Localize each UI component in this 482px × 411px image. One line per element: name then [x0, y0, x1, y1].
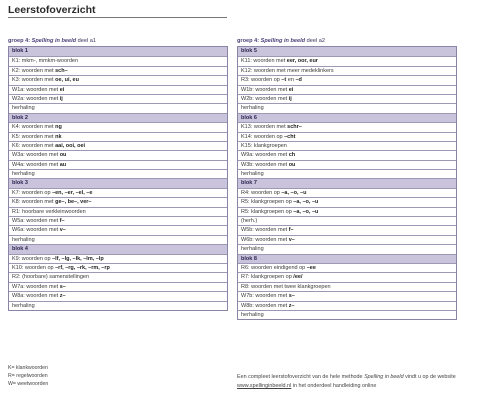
row-text: W1a: woorden met	[12, 86, 60, 93]
row-text: herhaling	[12, 302, 35, 309]
table-row	[9, 56, 227, 65]
row-text: herhaling	[12, 105, 35, 112]
row-text: W8b: woorden met	[241, 302, 289, 309]
row-text: R6: woorden eindigend op	[241, 264, 307, 271]
row-text: R7: klankgroepen op	[241, 274, 294, 281]
row-emphasis: f–	[59, 218, 65, 225]
group-label: groep 4:	[8, 38, 31, 44]
row-emphasis: au	[59, 161, 67, 168]
blok-header: blok 1	[9, 47, 227, 56]
row-text: K7: woorden op	[12, 189, 53, 196]
row-text: R5: klankgroepen op	[241, 208, 294, 215]
row-emphasis: –a, –o, –u	[293, 208, 319, 215]
table-row	[9, 225, 227, 234]
row-emphasis: /ee/	[293, 274, 303, 281]
table-row	[238, 207, 456, 216]
table-row	[9, 263, 227, 272]
row-emphasis: ou	[288, 161, 296, 168]
row-text: R4: woorden op	[241, 189, 282, 196]
row-text: K12: woorden met meer medeklinkers	[241, 67, 334, 74]
table-row	[9, 94, 227, 103]
deel-label: deel a1	[77, 38, 97, 44]
row-text: K1: mkm-, mmkm-woorden	[12, 58, 79, 65]
table-row	[238, 244, 456, 253]
table-row	[9, 141, 227, 150]
row-text: K13: woorden met	[241, 124, 288, 131]
row-text: herhaling	[12, 171, 35, 178]
table-row	[9, 160, 227, 169]
row-text: W5b: woorden met	[241, 227, 289, 234]
row-emphasis: –a, –o, –u	[293, 199, 319, 206]
blok-header: blok 6	[238, 113, 456, 122]
row-text: K14: woorden op	[241, 133, 285, 140]
left-column	[8, 36, 228, 311]
legend-item-weetwoorden: W= weetwoorden	[8, 381, 49, 388]
table-row	[9, 66, 227, 75]
row-text: W8a: woorden met	[12, 293, 60, 300]
table-row	[238, 301, 456, 310]
row-emphasis: v–	[59, 227, 66, 234]
row-emphasis: –lf, –lg, –lk, –lm, –lp	[52, 255, 104, 262]
row-emphasis: –d	[295, 77, 302, 84]
series-name: Spelling in beeld	[260, 38, 306, 44]
blok-header: blok 7	[238, 178, 456, 187]
row-text: W1b: woorden met	[241, 86, 289, 93]
row-text: R3: woorden op	[241, 77, 282, 84]
blok-header: blok 4	[9, 244, 227, 253]
table-row	[9, 216, 227, 225]
row-text: (herh.)	[241, 218, 258, 225]
row-emphasis: –ee	[306, 264, 316, 271]
blok-header: blok 5	[238, 47, 456, 56]
footer-note	[237, 373, 459, 391]
table-row	[238, 169, 456, 178]
row-text: herhaling	[12, 236, 35, 243]
table-row	[238, 160, 456, 169]
row-text: K15: klankgroepen	[241, 142, 287, 149]
table-row	[238, 272, 456, 281]
row-emphasis: –rf, –rg, –rk, –rm, –rp	[55, 264, 110, 271]
row-emphasis: ge–, be–, ver–	[55, 199, 92, 206]
row-text: K3: woorden met	[12, 77, 56, 84]
row-text: W9a: woorden met	[241, 152, 289, 159]
blok-header: blok 3	[9, 178, 227, 187]
left-column-heading	[8, 36, 228, 46]
row-emphasis: s–	[59, 283, 66, 290]
table-row	[238, 66, 456, 75]
row-emphasis: eer, oor, eur	[286, 58, 318, 65]
table-row	[9, 197, 227, 206]
footer-series-name: Spelling in beeld	[364, 374, 404, 380]
table-row	[238, 188, 456, 197]
row-text: K5: woorden met	[12, 133, 56, 140]
row-emphasis: s–	[288, 293, 295, 300]
row-text: W3b: woorden met	[241, 161, 289, 168]
table-row	[238, 122, 456, 131]
table-row	[9, 282, 227, 291]
row-emphasis: –a, –o, –u	[281, 189, 307, 196]
row-text: W5a: woorden met	[12, 218, 60, 225]
table-row	[9, 132, 227, 141]
legend-item-klankwoorden: K= klankwoorden	[8, 365, 48, 371]
row-text: R5: klankgroepen op	[241, 199, 294, 206]
row-emphasis: ij	[288, 95, 292, 102]
row-emphasis: –en, –er, –el, –e	[52, 189, 93, 196]
row-emphasis: ei	[288, 86, 294, 93]
row-text: K8: woorden met	[12, 199, 56, 206]
row-text: W6b: woorden met	[241, 236, 289, 243]
row-text: W6a: woorden met	[12, 227, 60, 234]
table-row	[238, 235, 456, 244]
table-row	[238, 282, 456, 291]
table-row	[238, 94, 456, 103]
row-text: en	[286, 77, 296, 84]
row-text: W4a: woorden met	[12, 161, 60, 168]
row-emphasis: ei	[59, 86, 65, 93]
row-text: herhaling	[241, 311, 264, 318]
footer-text-3: in het onderdeel handleiding online	[291, 383, 377, 389]
row-emphasis: z–	[59, 293, 66, 300]
row-text: herhaling	[241, 246, 264, 253]
row-text: W7b: woorden met	[241, 293, 289, 300]
row-text: R8: woorden met twee klankgroepen	[241, 283, 331, 290]
table-row	[238, 291, 456, 300]
table-row	[9, 122, 227, 131]
row-emphasis: ij	[59, 95, 63, 102]
row-emphasis: –cht	[284, 133, 296, 140]
table-row	[238, 132, 456, 141]
row-emphasis: –t	[281, 77, 287, 84]
row-emphasis: ng	[55, 124, 62, 131]
row-text: R2: (hoorbare) samenstellingen	[12, 274, 90, 281]
row-text: W3a: woorden met	[12, 152, 60, 159]
table-row	[9, 103, 227, 112]
table-row	[238, 103, 456, 112]
website-link[interactable]: www.spellinginbeeld.nl	[237, 383, 292, 389]
table-row	[9, 150, 227, 159]
row-text: herhaling	[241, 105, 264, 112]
table-row	[9, 291, 227, 300]
row-emphasis: v–	[288, 236, 295, 243]
right-column-heading	[237, 36, 457, 46]
table-row	[238, 310, 456, 319]
table-row	[238, 216, 456, 225]
title-divider	[8, 17, 227, 18]
row-text: W2b: woorden met	[241, 95, 289, 102]
table-row	[238, 141, 456, 150]
right-overview-table	[237, 46, 457, 320]
row-emphasis: ou	[59, 152, 67, 159]
blok-header: blok 2	[9, 113, 227, 122]
table-row	[238, 263, 456, 272]
footer-text-1: Een compleet leerstofoverzicht van de hele methode	[237, 374, 365, 380]
row-text: K4: woorden met	[12, 124, 56, 131]
series-name: Spelling in beeld	[31, 38, 77, 44]
table-row	[238, 225, 456, 234]
table-row	[238, 197, 456, 206]
blok-header: blok 8	[238, 254, 456, 263]
row-text: herhaling	[241, 171, 264, 178]
table-row	[9, 169, 227, 178]
table-row	[9, 254, 227, 263]
row-emphasis: nk	[55, 133, 62, 140]
deel-label: deel a2	[306, 38, 326, 44]
table-row	[9, 85, 227, 94]
row-emphasis: z–	[288, 302, 295, 309]
table-row	[238, 150, 456, 159]
row-text: K11: woorden met	[241, 58, 287, 65]
row-emphasis: f–	[288, 227, 294, 234]
right-column	[237, 36, 457, 320]
table-row	[238, 75, 456, 84]
table-row	[9, 301, 227, 310]
footer-text-2: vindt u op de website	[403, 374, 456, 380]
row-emphasis: sch–	[55, 67, 68, 74]
legend-item-regelwoorden: R= regelwoorden	[8, 373, 48, 380]
left-overview-table	[8, 46, 228, 311]
table-row	[238, 85, 456, 94]
table-row	[9, 207, 227, 216]
table-row	[9, 235, 227, 244]
row-text: W2a: woorden met	[12, 95, 60, 102]
row-emphasis: aai, ooi, oei	[55, 142, 86, 149]
row-emphasis: schr–	[287, 124, 302, 131]
row-text: K9: woorden op	[12, 255, 53, 262]
row-text: K10: woorden op	[12, 264, 56, 271]
page-title: Leerstofoverzicht	[8, 4, 96, 16]
group-label: groep 4:	[237, 38, 260, 44]
row-emphasis: ch	[288, 152, 296, 159]
row-emphasis: oe, ui, eu	[55, 77, 79, 84]
legend	[8, 364, 48, 389]
row-text: W7a: woorden met	[12, 283, 60, 290]
row-text: K6: woorden met	[12, 142, 56, 149]
table-row	[9, 272, 227, 281]
row-text: K2: woorden met	[12, 67, 56, 74]
row-text: R1: hoorbare verkleinwoorden	[12, 208, 86, 215]
table-row	[9, 75, 227, 84]
table-row	[9, 188, 227, 197]
table-row	[238, 56, 456, 65]
